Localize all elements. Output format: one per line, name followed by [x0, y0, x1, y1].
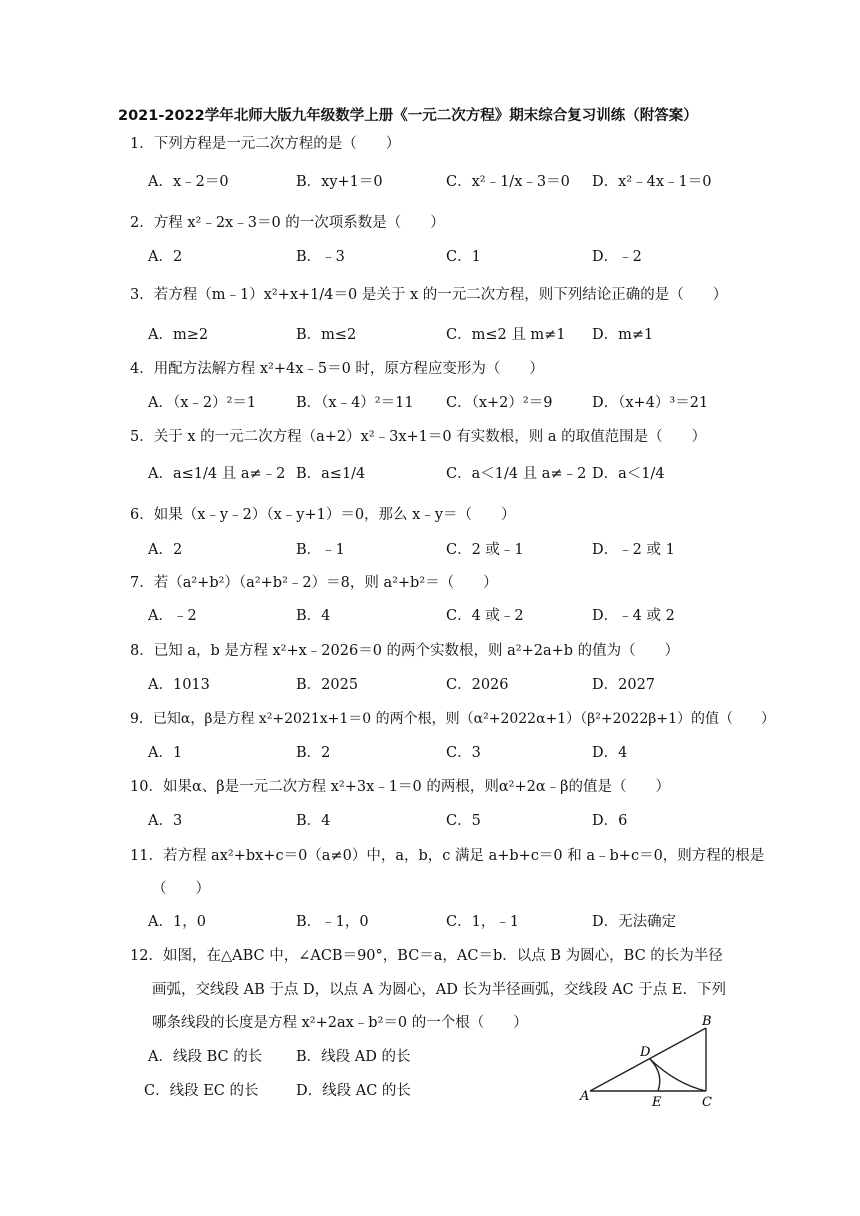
question-8-stem: 8．已知 a，b 是方程 x²+x﹣2026＝0 的两个实数根，则 a²+2a+b 的值为（ ）	[130, 643, 680, 659]
question-12-line-1: 12．如图，在△ABC 中，∠ACB＝90°，BC＝a，AC＝b．以点 B 为圆心，BC 的长为半径	[130, 948, 723, 964]
question-7-option-b: B．4	[296, 608, 331, 624]
question-4-option-a: A．（x﹣2）²＝1	[148, 395, 257, 411]
question-7-stem: 7．若（a²+b²）（a²+b²﹣2）＝8，则 a²+b²＝（ ）	[130, 575, 498, 591]
question-6-option-d: D．﹣2 或 1	[592, 542, 675, 558]
question-1-option-d: D．x²﹣4x﹣1＝0	[592, 174, 712, 190]
question-4-option-b: B．（x﹣4）²＝11	[296, 395, 414, 411]
label-e: E	[652, 1095, 662, 1108]
question-7-option-c: C．4 或﹣2	[446, 608, 524, 624]
question-2-option-c: C．1	[446, 249, 481, 265]
question-2-option-d: D．﹣2	[592, 249, 642, 265]
question-6-stem: 6．如果（x﹣y﹣2）（x﹣y+1）＝0，那么 x﹣y＝（ ）	[130, 507, 516, 523]
question-3-option-a: A．m≥2	[148, 327, 209, 343]
question-10-option-d: D．6	[592, 813, 628, 829]
label-b: B	[702, 1014, 712, 1029]
question-10-option-a: A．3	[148, 813, 183, 829]
question-11-stem-continuation: （ ）	[152, 881, 210, 897]
question-3-option-c: C．m≤2 且 m≠1	[446, 327, 566, 343]
question-1-option-c: C．x²﹣1/x﹣3＝0	[446, 174, 570, 190]
question-10-stem: 10．如果α、β是一元二次方程 x²+3x﹣1＝0 的两根，则α²+2α﹣β的值是（ ）	[130, 779, 670, 795]
question-8-option-b: B．2025	[296, 677, 359, 693]
question-2-option-b: B．﹣3	[296, 249, 345, 265]
question-1-option-a: A．x﹣2＝0	[148, 174, 229, 190]
question-12-line-2: 画弧，交线段 AB 于点 D，以点 A 为圆心，AD 长为半径画弧，交线段 AC 于点 E．下列	[152, 982, 726, 998]
question-12-option-a: A．线段 BC 的长	[148, 1049, 263, 1065]
label-d: D	[640, 1045, 651, 1060]
question-10-option-b: B．4	[296, 813, 331, 829]
question-6-option-a: A．2	[148, 542, 183, 558]
question-12-option-c: C．线段 EC 的长	[144, 1083, 259, 1099]
question-6-option-c: C．2 或﹣1	[446, 542, 524, 558]
question-5-option-b: B．a≤1/4	[296, 466, 366, 482]
question-4-stem: 4．用配方法解方程 x²+4x﹣5＝0 时，原方程应变形为（ ）	[130, 361, 544, 377]
question-3-option-b: B．m≤2	[296, 327, 357, 343]
question-5-option-d: D．a＜1/4	[592, 466, 665, 482]
question-5-option-c: C．a＜1/4 且 a≠﹣2	[446, 466, 587, 482]
label-a: A	[580, 1089, 590, 1104]
question-8-option-d: D．2027	[592, 677, 656, 693]
question-6-option-b: B．﹣1	[296, 542, 345, 558]
question-5-stem: 5．关于 x 的一元二次方程（a+2）x²﹣3x+1＝0 有实数根，则 a 的取值范围是（ ）	[130, 429, 707, 445]
triangle-figure	[576, 1012, 736, 1108]
question-12-option-b: B．线段 AD 的长	[296, 1049, 411, 1065]
question-3-option-d: D．m≠1	[592, 327, 654, 343]
question-1-stem: 1．下列方程是一元二次方程的是（ ）	[130, 136, 401, 152]
question-11-option-d: D．无法确定	[592, 914, 677, 930]
question-10-option-c: C．5	[446, 813, 481, 829]
question-4-option-d: D．（x+4）³＝21	[592, 395, 709, 411]
question-9-option-d: D．4	[592, 745, 628, 761]
question-9-option-c: C．3	[446, 745, 481, 761]
label-c: C	[702, 1095, 712, 1108]
question-11-option-b: B．﹣1，0	[296, 914, 369, 930]
question-11-stem: 11．若方程 ax²+bx+c＝0（a≠0）中，a，b，c 满足 a+b+c＝0 和 a﹣b+c＝0，则方程的根是	[130, 848, 765, 864]
question-4-option-c: C．（x+2）²＝9	[446, 395, 553, 411]
question-11-option-c: C．1，﹣1	[446, 914, 520, 930]
question-3-stem: 3．若方程（m﹣1）x²+x+1/4＝0 是关于 x 的一元二次方程，则下列结论正确的是（ ）	[130, 287, 728, 303]
question-5-option-a: A．a≤1/4 且 a≠﹣2	[148, 466, 286, 482]
question-2-option-a: A．2	[148, 249, 183, 265]
question-11-option-a: A．1，0	[148, 914, 206, 930]
question-8-option-c: C．2026	[446, 677, 509, 693]
question-8-option-a: A．1013	[148, 677, 210, 693]
question-12-option-d: D．线段 AC 的长	[296, 1083, 411, 1099]
question-1-option-b: B．xy+1＝0	[296, 174, 383, 190]
question-12-line-3: 哪条线段的长度是方程 x²+2ax﹣b²＝0 的一个根（ ）	[152, 1015, 528, 1031]
document-title: 2021-2022学年北师大版九年级数学上册《一元二次方程》期末综合复习训练（附答案）	[118, 108, 698, 124]
question-9-stem: 9．已知α，β是方程 x²+2021x+1＝0 的两个根，则（α²+2022α+1）（β²+2022β+1）的值（ ）	[130, 711, 775, 727]
question-9-option-a: A．1	[148, 745, 183, 761]
question-7-option-d: D．﹣4 或 2	[592, 608, 675, 624]
question-9-option-b: B．2	[296, 745, 331, 761]
question-7-option-a: A．﹣2	[148, 608, 197, 624]
question-2-stem: 2．方程 x²﹣2x﹣3＝0 的一次项系数是（ ）	[130, 215, 445, 231]
